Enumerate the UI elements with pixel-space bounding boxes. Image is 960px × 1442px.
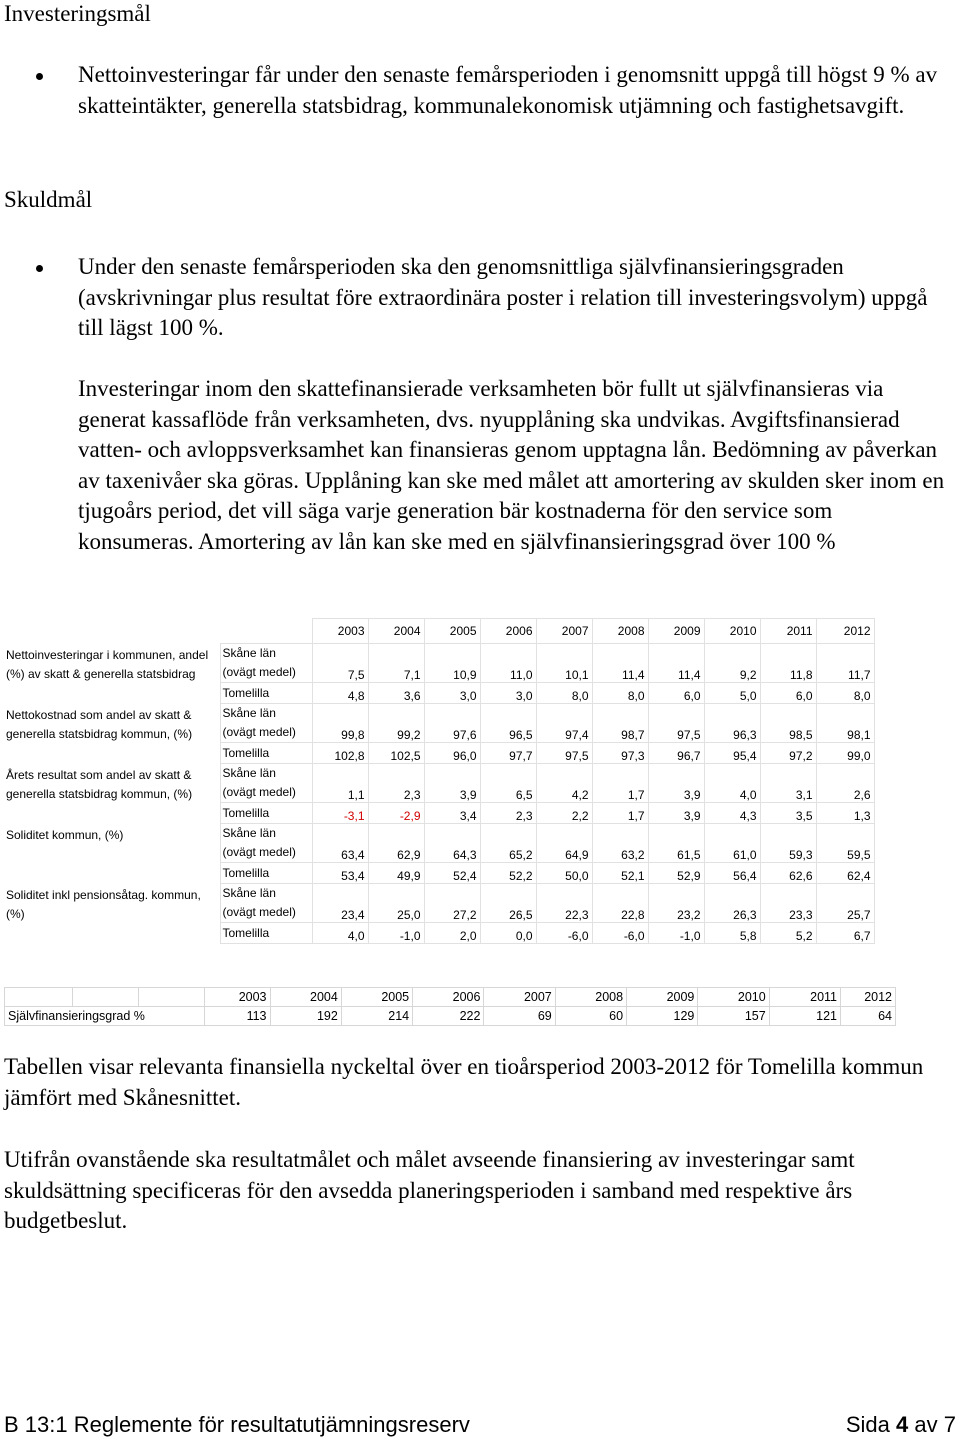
table-cell: 65,2 <box>480 824 536 863</box>
table-cell: 1,3 <box>816 803 874 824</box>
header-year: 2012 <box>816 619 874 644</box>
table-cell: 64 <box>841 1007 896 1026</box>
header-year: 2004 <box>368 619 424 644</box>
table-cell: 129 <box>627 1007 698 1026</box>
table-cell: 99,2 <box>368 704 424 743</box>
table-cell: 61,5 <box>648 824 704 863</box>
table-cell: 56,4 <box>704 863 760 884</box>
row-name: Tomelilla <box>220 923 312 944</box>
header-year: 2010 <box>704 619 760 644</box>
table-cell: 97,6 <box>424 704 480 743</box>
table-cell: 97,4 <box>536 704 592 743</box>
table-cell: 5,0 <box>704 683 760 704</box>
table-cell: 0,0 <box>480 923 536 944</box>
table-cell: 7,1 <box>368 644 424 683</box>
header-year: 2009 <box>627 988 698 1007</box>
table-cell: 63,2 <box>592 824 648 863</box>
table-cell: 8,0 <box>536 683 592 704</box>
table-cell: 69 <box>484 1007 555 1026</box>
row-label: Självfinansieringsgrad % <box>5 1007 205 1026</box>
table-cell: -6,0 <box>536 923 592 944</box>
table-cell: 59,5 <box>816 824 874 863</box>
table-cell: 11,4 <box>648 644 704 683</box>
table-cell: 113 <box>204 1007 270 1026</box>
paragraph-skuldmal: Investeringar inom den skattefinansierade verksamheten bör fullt ut självfinansieras via generat kassaflöde från verksamheten, dvs. nyupplåning ska undvikas. Avgiftsfinansierad vatten- och avloppsverksamhet kan finansieras genom upptagna lån. Bedömning av påverkan av taxenivåer ska göras. Upplåning kan ske med målet att amortering av skulden sker inom en tjugoårs period, det vill säga varje generation bär kostnaderna för den service som konsumeras. Amortering av lån kan ske med en självfinansieringsgrad över 100 % <box>78 376 945 554</box>
table-cell: 102,5 <box>368 743 424 764</box>
row-group-label: Nettokostnad som andel av skatt & generella statsbidrag kommun, (%) <box>6 707 193 741</box>
table-cell: 99,0 <box>816 743 874 764</box>
table-cell: 3,5 <box>760 803 816 824</box>
table-cell: 214 <box>341 1007 412 1026</box>
table-cell: 102,8 <box>312 743 368 764</box>
page-mid: av <box>914 1412 938 1437</box>
footer-page-number <box>846 1410 956 1440</box>
row-name: Tomelilla <box>220 743 312 764</box>
table-cell: 99,8 <box>312 704 368 743</box>
table-cell: 60 <box>555 1007 626 1026</box>
table-cell: 26,5 <box>480 884 536 923</box>
table-cell: 62,9 <box>368 824 424 863</box>
table-cell: 98,7 <box>592 704 648 743</box>
header-year: 2005 <box>424 619 480 644</box>
header-year: 2006 <box>413 988 484 1007</box>
table-cell: 5,2 <box>760 923 816 944</box>
table-cell: 2,2 <box>536 803 592 824</box>
paragraph-budget: Utifrån ovanstående ska resultatmålet och målet avseende finansiering av investeringar samt skuldsättning specificeras för den avsedda planeringsperioden i samband med respektive års budgetbeslut. <box>4 1147 855 1233</box>
header-year: 2008 <box>555 988 626 1007</box>
table-cell: 3,0 <box>424 683 480 704</box>
page-prefix: Sida <box>845 1412 890 1437</box>
table-cell: 64,3 <box>424 824 480 863</box>
table-cell: 11,8 <box>760 644 816 683</box>
self-financing-table <box>4 987 896 1026</box>
table-row <box>4 644 874 683</box>
table-cell: 1,1 <box>312 764 368 803</box>
table-cell: 9,2 <box>704 644 760 683</box>
table-row <box>4 764 874 803</box>
table-cell: 11,4 <box>592 644 648 683</box>
header-empty <box>5 988 73 1007</box>
table-cell: 23,2 <box>648 884 704 923</box>
row-group-label: Nettoinvesteringar i kommunen, andel (%) av skatt & generella statsbidrag <box>6 647 209 681</box>
table-cell: -6,0 <box>592 923 648 944</box>
table-cell: 23,3 <box>760 884 816 923</box>
table-cell: 3,1 <box>760 764 816 803</box>
row-name: Skåne län (ovägt medel) <box>220 644 312 683</box>
table-cell: 59,3 <box>760 824 816 863</box>
table-cell: -3,1 <box>312 803 368 824</box>
header-year: 2010 <box>698 988 769 1007</box>
header-year: 2007 <box>536 619 592 644</box>
table-cell: 5,8 <box>704 923 760 944</box>
row-name: Tomelilla <box>220 803 312 824</box>
header-year: 2007 <box>484 988 555 1007</box>
table-cell: 52,2 <box>480 863 536 884</box>
table-cell: 4,3 <box>704 803 760 824</box>
table-cell: -1,0 <box>368 923 424 944</box>
table-row <box>4 704 874 743</box>
table-cell: 27,2 <box>424 884 480 923</box>
table-cell: 4,2 <box>536 764 592 803</box>
table-cell: 6,0 <box>648 683 704 704</box>
table-cell: 157 <box>698 1007 769 1026</box>
table-cell: 61,0 <box>704 824 760 863</box>
header-year: 2006 <box>480 619 536 644</box>
header-empty <box>73 988 139 1007</box>
table-cell: 25,7 <box>816 884 874 923</box>
table-cell: 192 <box>270 1007 341 1026</box>
page-total: 7 <box>943 1412 956 1437</box>
table-cell: 8,0 <box>592 683 648 704</box>
row-group-label: Soliditet inkl pensionsåtag. kommun, (%) <box>6 887 201 921</box>
table-cell: 4,0 <box>312 923 368 944</box>
bullet-text: Under den senaste femårsperioden ska den genomsnittliga självfinansieringsgraden (avskrivningar plus resultat före extraordinära poster i relation till investeringsvolym) uppgå till lägst 100 %. <box>78 254 928 340</box>
table-cell: 50,0 <box>536 863 592 884</box>
page-current: 4 <box>896 1412 909 1437</box>
table-cell: 10,9 <box>424 644 480 683</box>
table-cell: 1,7 <box>592 803 648 824</box>
table-cell: 4,8 <box>312 683 368 704</box>
table-cell: 2,3 <box>368 764 424 803</box>
table-header-row <box>4 619 874 644</box>
table-cell: -2,9 <box>368 803 424 824</box>
table-cell: 97,7 <box>480 743 536 764</box>
header-empty <box>4 619 220 644</box>
header-year: 2011 <box>769 988 840 1007</box>
table-cell: 6,0 <box>760 683 816 704</box>
footer-title: B 13:1 Reglemente för resultatutjämningsreserv <box>4 1412 470 1437</box>
table-cell: 97,5 <box>648 704 704 743</box>
paragraph-table-description: Tabellen visar relevanta finansiella nyckeltal över en tioårsperiod 2003-2012 för Tomelilla kommun jämfört med Skånesnittet. <box>4 1054 924 1110</box>
table-cell: 52,1 <box>592 863 648 884</box>
key-figures-table <box>4 618 875 944</box>
table-cell: 63,4 <box>312 824 368 863</box>
heading-investeringsmal: Investeringsmål <box>4 1 151 26</box>
header-year: 2009 <box>648 619 704 644</box>
table-row <box>4 824 874 863</box>
table-cell: 8,0 <box>816 683 874 704</box>
table-cell: 121 <box>769 1007 840 1026</box>
header-year: 2003 <box>312 619 368 644</box>
header-year: 2004 <box>270 988 341 1007</box>
table-cell: 222 <box>413 1007 484 1026</box>
table-cell: 62,4 <box>816 863 874 884</box>
row-name: Skåne län (ovägt medel) <box>220 704 312 743</box>
table-cell: 96,0 <box>424 743 480 764</box>
table-cell: 53,4 <box>312 863 368 884</box>
table-cell: 3,9 <box>648 803 704 824</box>
table-cell: 2,3 <box>480 803 536 824</box>
table-cell: 25,0 <box>368 884 424 923</box>
heading-skuldmal: Skuldmål <box>4 187 93 212</box>
header-year: 2008 <box>592 619 648 644</box>
table-cell: 62,6 <box>760 863 816 884</box>
table-cell: 97,2 <box>760 743 816 764</box>
header-year: 2005 <box>341 988 412 1007</box>
table-cell: 6,7 <box>816 923 874 944</box>
row-name: Tomelilla <box>220 863 312 884</box>
table-cell: 22,8 <box>592 884 648 923</box>
bullet-text: Nettoinvesteringar får under den senaste femårsperioden i genomsnitt uppgå till högst 9 % av skatteintäkter, generella statsbidrag, kommunalekonomisk utjämning och fastighetsavgift. <box>78 62 938 118</box>
table-cell: 1,7 <box>592 764 648 803</box>
table-cell: 3,4 <box>424 803 480 824</box>
table-cell: 3,0 <box>480 683 536 704</box>
table-cell: 10,1 <box>536 644 592 683</box>
header-year: 2012 <box>841 988 896 1007</box>
table-cell: 22,3 <box>536 884 592 923</box>
table-cell: -1,0 <box>648 923 704 944</box>
row-name: Skåne län (ovägt medel) <box>220 764 312 803</box>
table-cell: 95,4 <box>704 743 760 764</box>
table-row <box>5 1007 896 1026</box>
table-cell: 97,3 <box>592 743 648 764</box>
table-cell: 96,7 <box>648 743 704 764</box>
table-cell: 97,5 <box>536 743 592 764</box>
table-cell: 96,5 <box>480 704 536 743</box>
row-group-label: Årets resultat som andel av skatt & generella statsbidrag kommun, (%) <box>6 767 193 801</box>
row-name: Skåne län (ovägt medel) <box>220 884 312 923</box>
table-cell: 49,9 <box>368 863 424 884</box>
table-header-row <box>5 988 896 1007</box>
table-cell: 26,3 <box>704 884 760 923</box>
table-cell: 98,5 <box>760 704 816 743</box>
table-cell: 2,0 <box>424 923 480 944</box>
table-cell: 52,9 <box>648 863 704 884</box>
table-row <box>4 884 874 923</box>
table-cell: 11,0 <box>480 644 536 683</box>
table-cell: 23,4 <box>312 884 368 923</box>
header-empty <box>220 619 312 644</box>
bullet-dot <box>36 73 43 80</box>
table-cell: 7,5 <box>312 644 368 683</box>
bullet-dot <box>36 265 43 272</box>
table-cell: 96,3 <box>704 704 760 743</box>
table-cell: 2,6 <box>816 764 874 803</box>
table-cell: 6,5 <box>480 764 536 803</box>
row-group-label: Soliditet kommun, (%) <box>6 827 124 842</box>
header-empty <box>138 988 204 1007</box>
header-year: 2011 <box>760 619 816 644</box>
header-year: 2003 <box>204 988 270 1007</box>
table-cell: 3,9 <box>424 764 480 803</box>
row-name: Tomelilla <box>220 683 312 704</box>
table-cell: 64,9 <box>536 824 592 863</box>
table-cell: 52,4 <box>424 863 480 884</box>
table-cell: 3,9 <box>648 764 704 803</box>
row-name: Skåne län (ovägt medel) <box>220 824 312 863</box>
table-cell: 11,7 <box>816 644 874 683</box>
table-cell: 4,0 <box>704 764 760 803</box>
table-cell: 3,6 <box>368 683 424 704</box>
table-cell: 98,1 <box>816 704 874 743</box>
